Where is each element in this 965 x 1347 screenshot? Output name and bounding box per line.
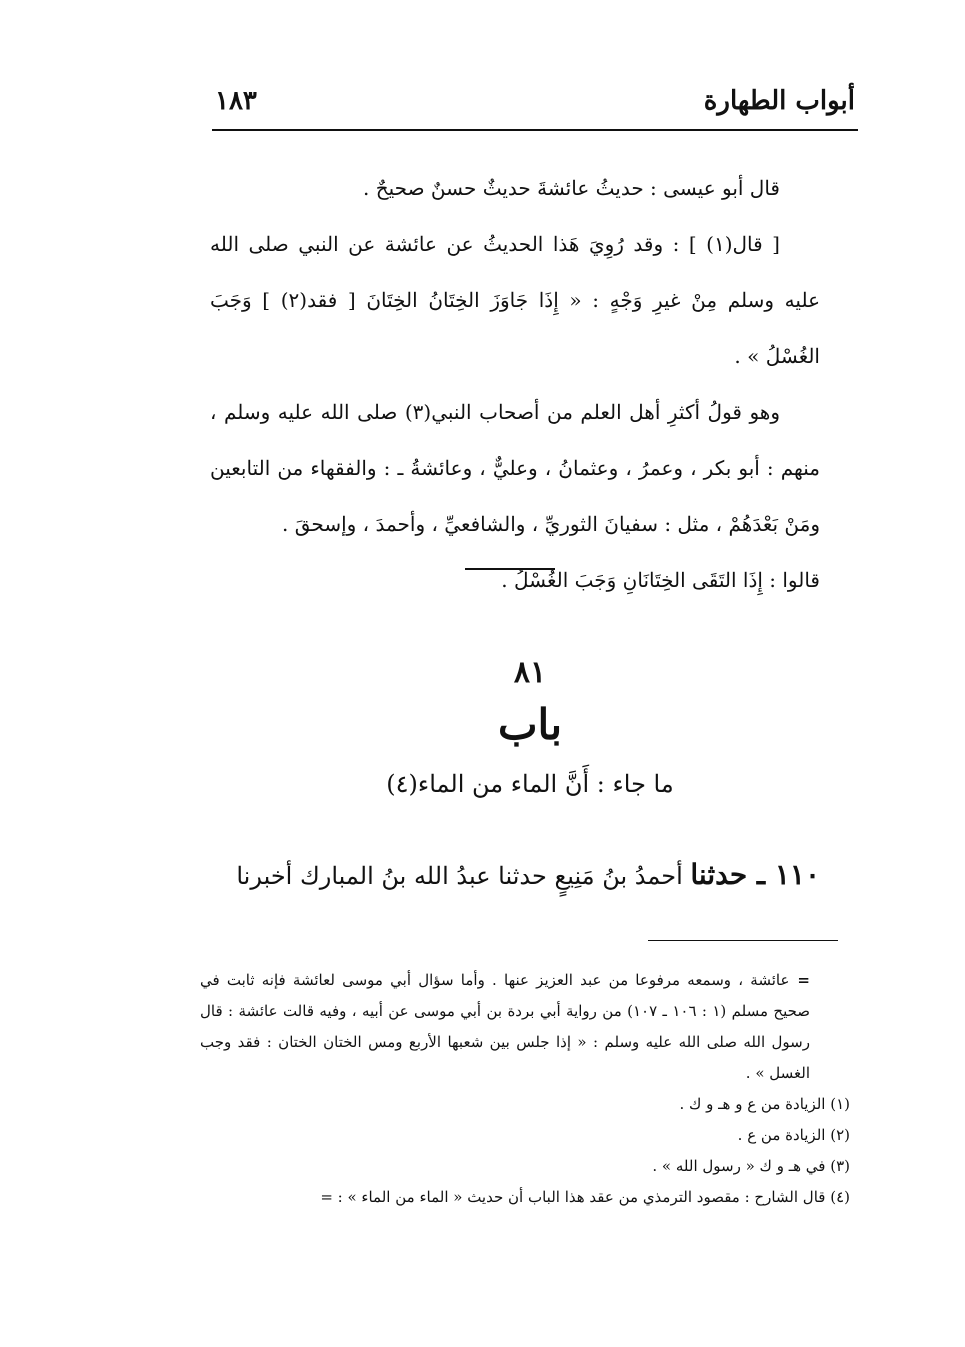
footnote-continuation-text: عائشة ، وسمعه مرفوعا من عبد العزيز عنها . وأما سؤال أبي موسى لعائشة فإنه ثابت في صحيح مسلم (١ : ١٠٦ ـ ١٠٧) من رواية أبي بردة بن أبي موسى عن أبيه ، وفيه قالت عائشة : قال رسول الله صلى الله عليه وسلم : « إذا جلس بين شعبها الأربع ومس الختان الختان : فقد وجب الغسل » . <box>200 971 811 1082</box>
footnote-rule <box>648 940 838 941</box>
section-separator <box>465 568 555 570</box>
text-paragraph: قال أبو عيسى : حديثُ عائشةَ حديثٌ حسنٌ صحيحٌ . <box>363 176 780 200</box>
text-paragraph: قالوا : إِذَا التَقَى الخِتَانَانِ وَجَبَ الغُسْلُ . <box>501 568 820 592</box>
footnote-continuation <box>200 965 850 1089</box>
footnote-item: (١) الزيادة من ع و هـ و ك . <box>679 1095 850 1113</box>
main-text <box>210 160 820 608</box>
chapter-number: ٨١ <box>513 655 547 690</box>
footnote-item: (٢) الزيادة من ع . <box>737 1126 850 1144</box>
chapter-subtitle: ما جاء : أَنَّ الماء من الماء(٤) <box>386 770 674 798</box>
hadith-chain: أحمدُ بنُ مَنِيعٍ حدثنا عبدُ الله بنُ المبارك أخبرنا <box>236 862 683 890</box>
continuation-mark: = <box>797 971 810 989</box>
chapter-title: باب <box>497 700 563 749</box>
footnote-item: (٤) قال الشارح : مقصود الترمذي من عقد هذا الباب أن حديث « الماء من الماء » : = <box>320 1188 850 1206</box>
hadith-opening <box>200 850 820 901</box>
header-rule <box>212 129 858 131</box>
page-number: ١٨٣ <box>215 86 257 116</box>
hadith-number: ١١٠ ـ حدثنا <box>690 858 820 891</box>
text-paragraph: وهو قولُ أكثرِ أهل العلم من أصحاب النبي(٣) صلى الله عليه وسلم ، منهم : أبو بكر ، وعمرُ ، وعثمانُ ، وعليٌّ ، وعائشةُ ـ : والفقهاء من التابعين ومَنْ بَعْدَهُمْ ، مثل : سفيانَ الثوريِّ ، والشافعيِّ ، وأحمدَ ، وإسحقَ . <box>210 400 820 536</box>
text-paragraph: [ قال(١) ] : وقد رُوِيَ هَذا الحديثُ عن عائشة عن النبي صلى الله عليه وسلم مِنْ غيرِ وَجْهٍ : « إِذَا جَاوَزَ الخِتَانُ الخِتَانَ [ فقد(٢) ] وَجَبَ الغُسْلُ » . <box>210 232 820 368</box>
running-header <box>215 78 855 124</box>
footnote-item: (٣) في هـ و ك « رسول الله » . <box>652 1157 850 1175</box>
chapter-heading: أبواب الطهارة <box>703 86 855 116</box>
footnotes <box>200 965 850 1213</box>
